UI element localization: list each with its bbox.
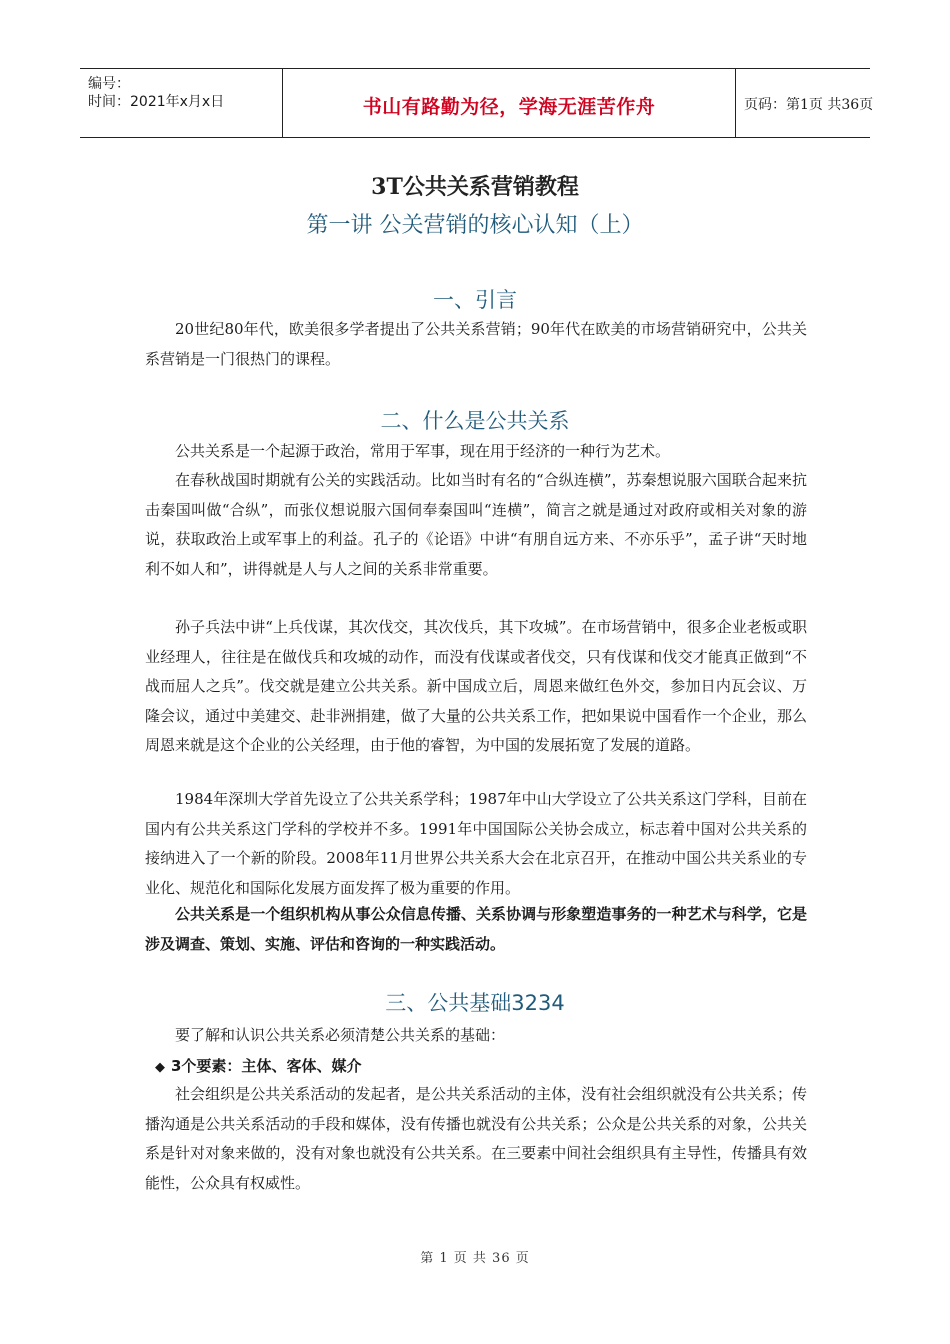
paragraph: 社会组织是公共关系活动的发起者，是公共关系活动的主体，没有社会组织就没有公共关系；传播沟通是公共关系活动的手段和媒体，没有传播也就没有公共关系；公众是公共关系的对象，公共关系是针对对象来做的，没有对象也就没有公共关系。在三要素中间社会组织具有主导性，传播具有效能性，公众具有权威性。	[145, 1085, 807, 1192]
pr-definition: 公共关系是一个组织机构从事公众信息传播、关系协调与形象塑造事务的一种艺术与科学，它是涉及调查、策划、实施、评估和咨询的一种实践活动。	[145, 905, 807, 953]
header-motto-cell	[282, 69, 736, 137]
section-heading-pr-basics: 三、公共基础3234	[385, 991, 565, 1015]
motto: 书山有路勤为径，学海无涯苦作舟	[362, 96, 656, 118]
section-heading-intro: 一、引言	[433, 288, 517, 312]
page-footer: 第 1 页 共 36 页	[420, 1251, 530, 1266]
header-meta-cell	[80, 69, 282, 137]
number-label: 编号：	[88, 76, 130, 92]
diamond-bullet-icon: ◆	[155, 1060, 165, 1075]
paragraph: 在春秋战国时期就有公关的实践活动。比如当时有名的“合纵连横”，苏秦想说服六国联合起来抗击秦国叫做“合纵”，而张仪想说服六国伺奉秦国叫“连横”，简言之就是通过对政府或相关对象的游说，获取政治上或军事上的利益。孔子的《论语》中讲“有朋自远方来、不亦乐乎”，孟子讲“天时地利不如人和”，讲得就是人与人之间的关系非常重要。	[145, 471, 807, 578]
paragraph: 公共关系是一个起源于政治，常用于军事，现在用于经济的一种行为艺术。	[175, 442, 671, 460]
document-title: 3T公共关系营销教程	[371, 174, 579, 200]
paragraph: 1984年深圳大学首先设立了公共关系学科；1987年中山大学设立了公共关系这门学科，目前在国内有公共关系这门学科的学校并不多。1991年中国国际公关协会成立，标志着中国对公共关系的接纳进入了一个新的阶段。2008年11月世界公共关系大会在北京召开，在推动中国公共关系业的专业化、规范化和国际化发展方面发挥了极为重要的作用。	[145, 790, 807, 897]
bullet-text: 3个要素：主体、客体、媒介	[171, 1057, 362, 1075]
paragraph: 要了解和认识公共关系必须清楚公共关系的基础：	[175, 1026, 506, 1044]
paragraph: 孙子兵法中讲“上兵伐谋，其次伐交，其次伐兵，其下攻城”。在市场营销中，很多企业老板或职业经理人，往往是在做伐兵和攻城的动作，而没有伐谋或者伐交，只有伐谋和伐交才能真正做到“不战而屈人之兵”。伐交就是建立公共关系。新中国成立后，周恩来做红色外交，参加日内瓦会议、万隆会议，通过中美建交、赴非洲捐建，做了大量的公共关系工作，把如果说中国看作一个企业，那么周恩来就是这个企业的公关经理，由于他的睿智，为中国的发展拓宽了发展的道路。	[145, 618, 807, 754]
header-page-cell	[736, 69, 874, 137]
page-info: 页码：第1页 共36页	[744, 97, 874, 113]
document-subtitle: 第一讲 公关营销的核心认知（上）	[306, 213, 644, 238]
time-label: 时间：2021年x月x日	[88, 94, 225, 110]
section-heading-what-is-pr: 二、什么是公共关系	[380, 409, 570, 433]
bullet-item	[155, 1055, 361, 1076]
paragraph: 20世纪80年代，欧美很多学者提出了公共关系营销；90年代在欧美的市场营销研究中，公共关系营销是一门很热门的课程。	[145, 320, 807, 368]
document-header	[80, 68, 874, 138]
